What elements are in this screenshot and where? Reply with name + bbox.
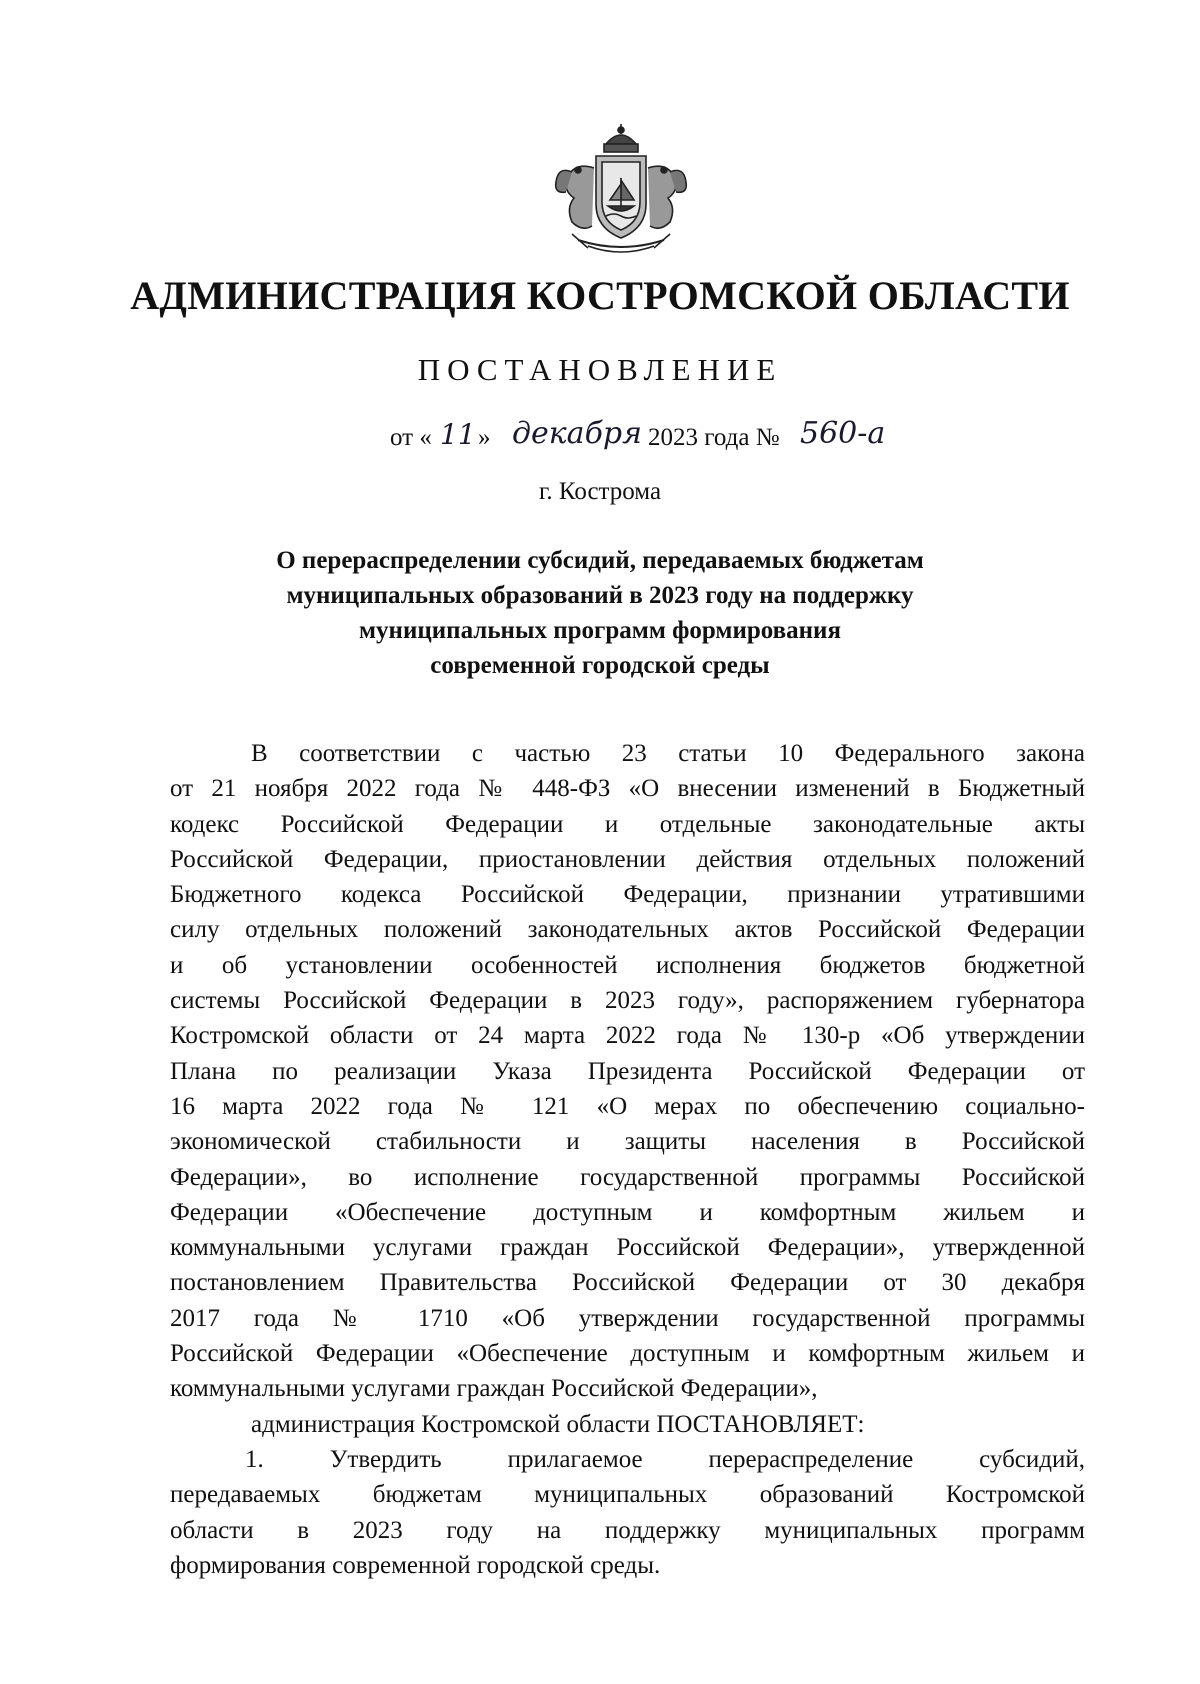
handwritten-day: 11 bbox=[440, 418, 476, 451]
document-body bbox=[170, 736, 1085, 1583]
date-prefix: от « bbox=[390, 424, 432, 451]
document-subject bbox=[180, 543, 1020, 683]
body-line: кодекс Российской Федерации и отдельные законодательные акты bbox=[170, 810, 1085, 838]
body-line: Российской Федерации, приостановлении действия отдельных положений bbox=[170, 845, 1085, 873]
item-1-line: 1. Утвердить прилагаемое перераспределение субсидий, bbox=[245, 1445, 1085, 1473]
body-line: от 21 ноября 2022 года № 448-ФЗ «О внесении изменений в Бюджетный bbox=[170, 775, 1085, 803]
city-line: г. Кострома bbox=[538, 478, 662, 505]
body-line: постановлением Правительства Российской Федерации от 30 декабря bbox=[170, 1269, 1085, 1297]
handwritten-month: декабря bbox=[512, 416, 642, 451]
document-type: ПОСТАНОВЛЕНИЕ bbox=[417, 352, 783, 387]
body-line: 16 марта 2022 года № 121 «О мерах по обеспечению социально- bbox=[170, 1092, 1085, 1120]
date-and-number-line bbox=[390, 410, 1030, 466]
subject-line: О перераспределении субсидий, передаваемых бюджетам bbox=[276, 547, 924, 574]
coat-of-arms-icon bbox=[548, 122, 694, 260]
handwritten-number: 560-а bbox=[800, 416, 886, 451]
body-line: системы Российской Федерации в 2023 году», распоряжением губернатора bbox=[170, 987, 1085, 1015]
body-line: Федерации «Обеспечение доступным и комфортным жильем и bbox=[170, 1198, 1085, 1226]
body-line: Костромской области от 24 марта 2022 года № 130-р «Об утверждении bbox=[170, 1022, 1085, 1050]
subject-line: муниципальных программ формирования bbox=[359, 617, 841, 644]
item-1-line: формирования современной городской среды. bbox=[170, 1551, 661, 1579]
item-1-line: передаваемых бюджетам муниципальных образований Костромской bbox=[170, 1481, 1085, 1509]
body-line: коммунальными услугами граждан Российской Федерации», bbox=[170, 1375, 818, 1403]
organization-title: АДМИНИСТРАЦИЯ КОСТРОМСКОЙ ОБЛАСТИ bbox=[130, 273, 1070, 318]
body-line: Плана по реализации Указа Президента Российской Федерации от bbox=[170, 1057, 1085, 1085]
body-line: Российской Федерации «Обеспечение доступным и комфортным жильем и bbox=[170, 1340, 1085, 1368]
body-line: экономической стабильности и защиты населения в Российской bbox=[170, 1128, 1085, 1156]
subject-line: современной городской среды bbox=[430, 652, 770, 679]
date-quote-close: » bbox=[478, 424, 491, 451]
decree-line: администрация Костромской области ПОСТАНОВЛЯЕТ: bbox=[251, 1410, 865, 1438]
subject-line: муниципальных образований в 2023 году на поддержку bbox=[286, 582, 914, 609]
body-line: и об установлении особенностей исполнения бюджетов бюджетной bbox=[170, 951, 1085, 979]
year-and-number-label: 2023 года № bbox=[648, 424, 780, 451]
body-line: 2017 года № 1710 «Об утверждении государственной программы bbox=[170, 1304, 1085, 1332]
body-line: Федерации», во исполнение государственной программы Российской bbox=[170, 1163, 1085, 1191]
body-line: коммунальными услугами граждан Российской Федерации», утвержденной bbox=[170, 1234, 1085, 1262]
body-line: В соответствии с частью 23 статьи 10 Федерального закона bbox=[251, 740, 1085, 767]
body-line: Бюджетного кодекса Российской Федерации, признании утратившими bbox=[170, 881, 1085, 909]
body-line: силу отдельных положений законодательных актов Российской Федерации bbox=[170, 916, 1085, 944]
item-1-line: области в 2023 году на поддержку муниципальных программ bbox=[170, 1516, 1085, 1544]
